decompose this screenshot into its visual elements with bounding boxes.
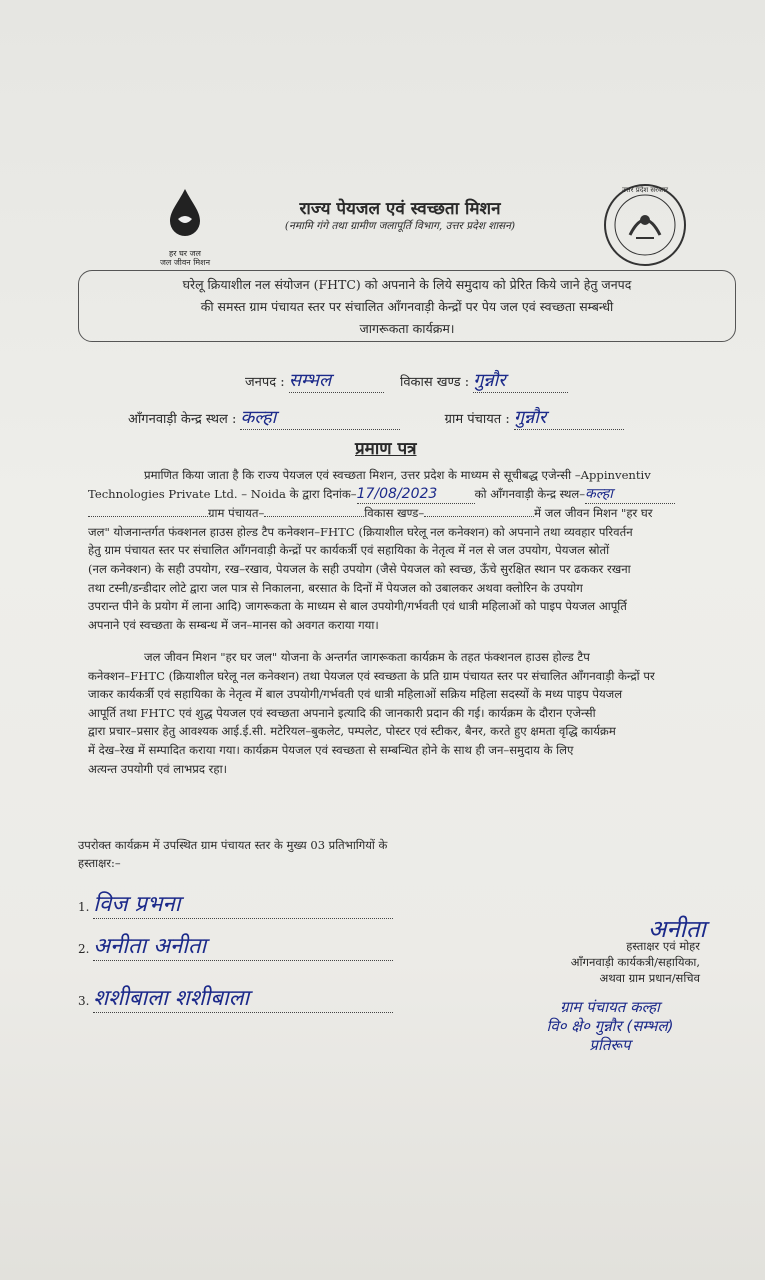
program-banner: [78, 270, 736, 342]
participants-intro: उपरोक्त कार्यक्रम में उपस्थित ग्राम पंचायत स्तर के मुख्य 03 प्रतिभागियों के हस्ताक्षर:–: [78, 838, 388, 870]
participant-signature: विज प्रभना: [93, 888, 393, 919]
water-drop-icon: [150, 185, 220, 245]
logo-left-text: हर घर जल जल जीवन मिशन: [159, 249, 211, 267]
location-value: कल्हा: [585, 485, 675, 505]
participant-row: 1. विज प्रभना: [78, 888, 393, 919]
aganwadi-value: कल्हा: [240, 405, 400, 430]
date-value: 17/08/2023: [357, 485, 475, 505]
participant-signature: अनीता अनीता: [93, 930, 393, 961]
header-subtitle: (नमामि गंगे तथा ग्रामीण जलापूर्ति विभाग, उत्तर प्रदेश शासन): [284, 220, 516, 232]
har-ghar-jal-logo: [150, 185, 220, 265]
gram-value: गुन्नौर: [514, 405, 624, 430]
header-title: राज्य पेयजल एवं स्वच्छता मिशन: [299, 199, 501, 219]
participant-row: 3. शशीबाला शशीबाला: [78, 982, 393, 1013]
certificate-paragraph-2: जल जीवन मिशन "हर घर जल" योजना के अन्तर्गत जागरूकता कार्यक्रम के तहत फंक्शनल हाउस होल्ड टैप कनेक्शन–FHTC (क्रियाशील घरेलू नल कनेक्शन) तथा पेयजल एवं स्वच्छता के प्रति ग्राम पंचायत स्तर पर संचालित आँगनवाड़ी केन्द्रों पर जाकर कार्यकर्त्री एवं सहायिका के नेतृत्व में बाल उपयोगी/गर्भवती एवं धात्री महिलाओं सक्रिय महिला सदस्यों के मध्य पाइप पेयजल आपूर्ति तथा FHTC एवं शुद्ध पेयजल एवं स्वच्छता अपनाने इत्यादि की जानकारी प्रदान की गई। कार्यक्रम के दौरान एजेन्सी द्वारा प्रचार–प्रसार हेतु आवश्यक आई.ई.सी. मटेरियल–बुकलेट, पम्पलेट, पोस्टर एवं स्टीकर, बैनर, करते हुए क्षमता वृद्धि कार्यक्रम में देख–रेख में सम्पादित कराया गया। कार्यक्रम पेयजल एवं स्वच्छता से सम्बन्धित होने के साथ ही जन–समुदाय के लिए अत्यन्त उपयोगी एवं लाभप्रद रहा।: [88, 650, 655, 776]
participant-row: 2. अनीता अनीता: [78, 930, 393, 961]
seal-text: उत्तर प्रदेश सरकार: [621, 186, 669, 194]
aganwadi-row: [128, 405, 624, 430]
banner-line-2: की समस्त ग्राम पंचायत स्तर पर संचालित आँगनवाड़ी केन्द्रों पर पेय जल एवं स्वच्छता सम्बन्धी: [200, 299, 614, 314]
certificate-paragraph-1: प्रमाणित किया जाता है कि राज्य पेयजल एवं स्वच्छता मिशन, उत्तर प्रदेश के माध्यम से सूचीबद्ध एजेन्सी –Appinventiv Technologies Private Ltd. – Noida के द्वारा दिनांक–17/08/2023 को आँगनवाड़ी केन्द्र स्थल–कल्हा ग्राम पंचायत– विकास खण्ड– में जल जीवन मिशन "हर घर जल" योजनान्तर्गत फंक्शनल हाउस होल्ड टैप कनेक्शन–FHTC (क्रियाशील घरेलू नल कनेक्शन) को अपनाने तथा व्यवहार परिवर्तन हेतु ग्राम पंचायत स्तर पर संचालित आँगनवाड़ी केन्द्रों पर कार्यकर्त्री एवं सहायिका के नेतृत्व में नल से जल उपयोग, पेयजल स्रोतों (नल कनेक्शन) के सही उपयोग, रख–रखाव, पेयजल के सही उपयोग (जैसे पेयजल को स्वच्छ, ऊँचे सुरक्षित स्थान पर ढककर रखना तथा टस्नी/डन्डीदार लोटे द्वारा जल पात्र से निकालना, बरसात के दिनों में पेयजल को उबालकर अथवा क्लोरिन के उपयोग उपरान्त पीने के प्रयोग में लाना आदि) जागरूकता के माध्यम से बाल उपयोगी/गर्भवती एवं धात्री महिलाओं को पाइप पेयजल आपूर्ति अपनाने एवं स्वच्छता के सम्बन्ध में जन–मानस को अवगत कराया गया।: [88, 466, 743, 634]
panchayat-stamp: ग्राम पंचायत कल्हा वि० क्षे० गुन्नौर (सम्भल) प्रतिरूप: [546, 998, 674, 1054]
participant-signature: शशीबाला शशीबाला: [93, 982, 393, 1013]
vikas-value: गुन्नौर: [473, 368, 568, 393]
banner-line-3: जागरूकता कार्यक्रम।: [359, 321, 455, 336]
gram-label: ग्राम पंचायत :: [444, 412, 510, 427]
aganwadi-label: आँगनवाड़ी केन्द्र स्थल :: [128, 412, 237, 427]
signatory-block: हस्ताक्षर एवं मोहर आँगनवाड़ी कार्यकत्री/सहायिका, अथवा ग्राम प्रधान/सचिव: [570, 939, 700, 985]
vikas-label: विकास खण्ड :: [399, 375, 470, 390]
janpad-row: [245, 368, 568, 393]
janpad-label: जनपद :: [245, 375, 285, 390]
signatory-signature: अनीता: [648, 915, 706, 943]
certificate-title: प्रमाण पत्र: [355, 439, 417, 459]
banner-line-1: घरेलू क्रियाशील नल संयोजन (FHTC) को अपनाने के लिये समुदाय को प्रेरित किये जाने हेतु जनपद: [182, 277, 632, 292]
janpad-value: सम्भल: [289, 368, 384, 393]
